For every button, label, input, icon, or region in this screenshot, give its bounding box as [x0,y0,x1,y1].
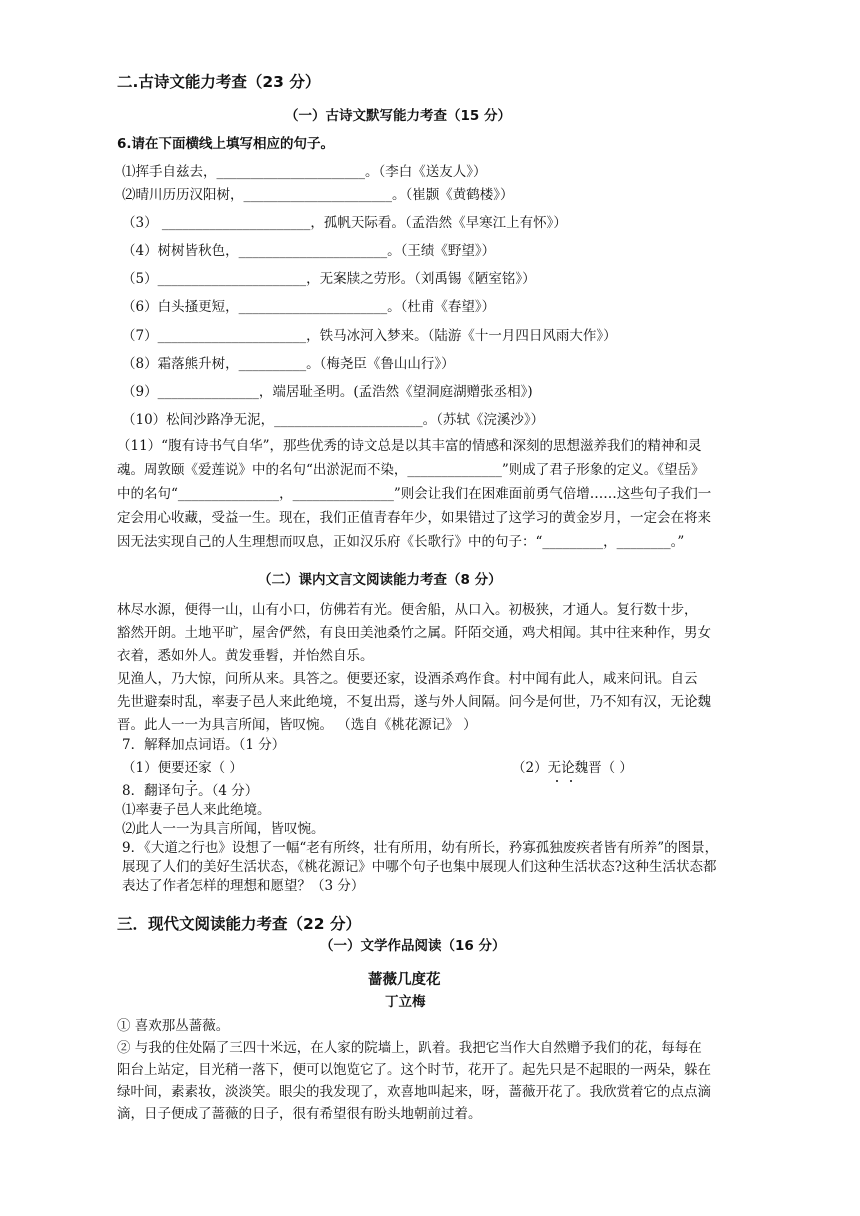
article-title: 蔷薇几度花 [368,972,441,988]
q6-line-2: ⑵晴川历历汉阳树，______________________。（崔颢《黄鹤楼》） [122,187,514,203]
question-8-title: 8．翻译句子。（4 分） [122,783,259,799]
q6-line-5: （5）______________________，无案牍之劳形。（刘禹锡《陋室铭》） [122,271,536,287]
q6-11-line-5: 因无法实现自己的人生理想而叹息，正如汉乐府《长歌行》中的句子：“_________，________。” [117,534,685,550]
passage-line-2: 豁然开朗。土地平旷，屋舍俨然，有良田美池桑竹之属。阡陌交通，鸡犬相闻。其中往来种作，男女 [117,625,711,641]
q6-11-line-2: 魂。周敦颐《爱莲说》中的名句“出淤泥而不染，______________”则成了君子形象的定义。《望岳》 [117,462,705,478]
article-para-line-5: 滴，日子便成了蔷薇的日子，很有希望很有盼头地朝前过着。 [117,1106,482,1122]
article-author: 丁立梅 [385,994,426,1010]
article-para-line-2: ② 与我的住处隔了三四十米远，在人家的院墙上，趴着。我把它当作大自然赠予我们的花，每每在 [117,1040,702,1056]
emphasis-dot [556,780,558,782]
q6-11-line-3: 中的名句“_______________，_______________”则会让我们在困难面前勇气倍增……这些句子我们一 [117,486,712,502]
q9-line-2: 展现了人们的美好生活状态，《桃花源记》中哪个句子也集中展现人们这种生活状态?这种生活状态都 [122,859,717,875]
q6-line-4: （4）树树皆秋色，______________________。（王绩《野望》） [122,243,496,259]
q7-item-2: （2）无论魏晋（ ） [512,760,633,776]
q6-line-9: （9）_______________，端居耻圣明。(孟浩然《望洞庭湖赠张丞相》) [122,384,533,400]
passage-line-3: 衣着，悉如外人。黄发垂髫，并怡然自乐。 [117,648,374,664]
q9-line-3: 表达了作者怎样的理想和愿望？（3 分） [122,878,365,894]
q6-line-7: （7）______________________，铁马冰河入梦来。（陆游《十一月四日风雨大作》） [122,328,617,344]
emphasis-dot [570,780,572,782]
section-3-heading: 三．现代文阅读能力考查（22 分） [117,915,361,933]
q7-item-1: （1）便要还家（ ） [122,760,243,776]
q6-11-line-1: （11）“腹有诗书气自华”，那些优秀的诗文总是以其丰富的情感和深刻的思想滋养我们的精神和灵 [117,438,702,454]
passage-line-1: 林尽水源，便得一山，山有小口，仿佛若有光。便舍船，从口入。初极狭，才通人。复行数十步， [117,602,698,618]
q8-item-1: ⑴率妻子邑人来此绝境。 [122,802,271,818]
passage-line-6: 晋。此人一一为具言所闻，皆叹惋。 （选自《桃花源记》 ） [117,717,477,733]
question-6-title: 6.请在下面横线上填写相应的句子。 [117,136,335,152]
q6-line-3: （3） ______________________，孤帆天际看。（孟浩然《早寒江上有怀》） [122,215,567,231]
q6-line-8: （8）霜落熊升树，__________。（梅尧臣《鲁山山行》） [122,356,455,372]
q8-item-2: ⑵此人一一为具言所闻，皆叹惋。 [122,821,325,837]
part-2-heading: （二）课内文言文阅读能力考查（8 分） [258,572,502,588]
q6-line-1: ⑴挥手自兹去，______________________。（李白《送友人》） [122,164,487,180]
section-2-heading: 二.古诗文能力考查（23 分） [117,73,321,91]
article-para-line-4: 绿叶间，素素妆，淡淡笑。眼尖的我发现了，欢喜地叫起来，呀，蔷薇开花了。我欣赏着它的点点滴 [117,1084,711,1100]
passage-line-4: 见渔人，乃大惊，问所从来。具答之。便要还家，设酒杀鸡作食。村中闻有此人，咸来问讯。自云 [117,671,698,687]
q9-line-1: 9．《大道之行也》设想了一幅“老有所终，壮有所用，幼有所长，矜寡孤独废疾者皆有所养”的图景， [122,840,719,856]
question-7-title: 7．解释加点词语。（1 分） [122,737,286,753]
article-para-line-1: ① 喜欢那丛蔷薇。 [117,1018,230,1034]
q6-11-line-4: 定会用心收藏，受益一生。现在，我们正值青春年少，如果错过了这学习的黄金岁月，一定会在将来 [117,510,711,526]
q6-line-6: （6）白头搔更短，______________________。（杜甫《春望》） [122,299,496,315]
passage-line-5: 先世避秦时乱，率妻子邑人来此绝境，不复出焉，遂与外人间隔。问今是何世，乃不知有汉，无论魏 [117,694,711,710]
article-para-line-3: 阳台上站定，目光稍一落下，便可以饱览它了。这个时节，花开了。起先只是不起眼的一两朵，躲在 [117,1062,711,1078]
part-3-1-heading: （一）文学作品阅读（16 分） [320,938,506,954]
q6-line-10: （10）松间沙路净无泥，______________________。（苏轼《浣溪沙》） [122,412,545,428]
part-1-heading: （一）古诗文默写能力考查（15 分） [285,108,511,124]
